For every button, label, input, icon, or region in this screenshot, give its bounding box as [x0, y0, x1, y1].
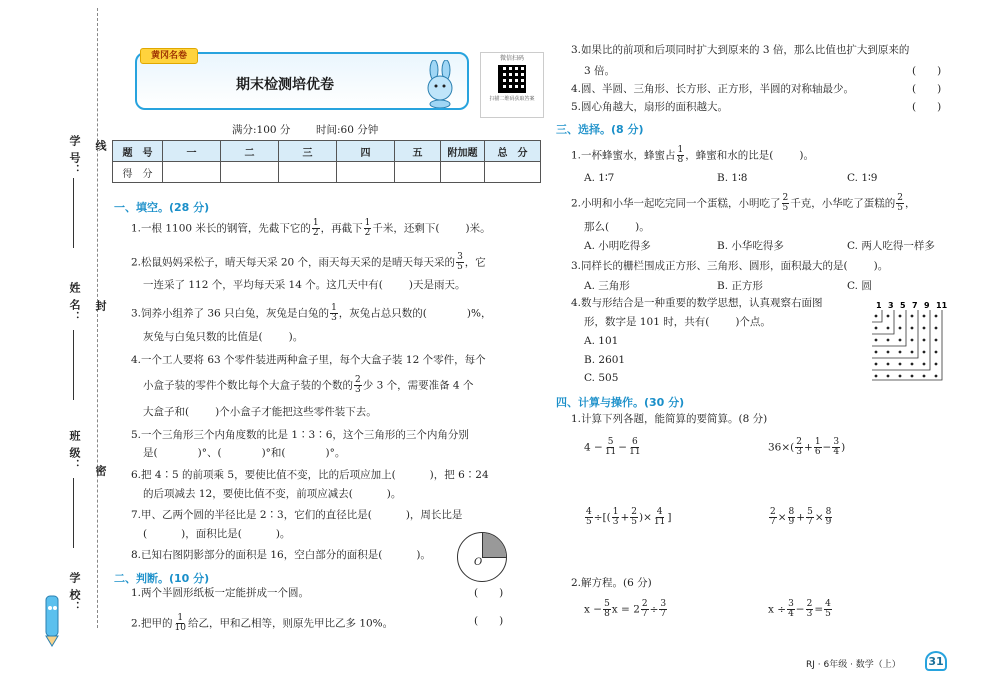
grid-dot [887, 351, 890, 354]
j3-text: 3 倍。 [584, 65, 616, 77]
class-line [73, 478, 74, 548]
student-number-line [73, 178, 74, 248]
fraction: $\frac{1}{3}$ [331, 303, 337, 323]
judge-q4 [571, 84, 854, 95]
grid-dot [935, 327, 938, 330]
expr-text: + [796, 511, 806, 524]
calc-intro: 1.计算下列各题，能简算的要简算。(8 分) [571, 413, 768, 425]
grid-dot [911, 315, 914, 318]
fraction: $\frac{3}{5}$ [457, 252, 463, 272]
number-dot-pattern-figure [864, 300, 948, 382]
judge-q3-line2 [584, 66, 615, 77]
score-header-cell: 题 号 [113, 141, 163, 162]
expr-text: 36×( [768, 441, 795, 454]
section-judge: 二、判断。(10 分) [114, 572, 210, 585]
expr-text: 4 − [584, 441, 603, 454]
score-header-cell: 二 [221, 141, 279, 162]
grid-number: 9 [924, 301, 930, 310]
score-cell[interactable] [485, 162, 541, 183]
score-header-cell: 四 [337, 141, 395, 162]
grid-dot [923, 339, 926, 342]
eq-text: x ÷ [768, 603, 787, 616]
q2-text: 2.松鼠妈妈采松子，晴天每天采 20 个，雨天每天采的是晴天每天采的 [131, 256, 456, 269]
binding-seal-xian: 线 [94, 140, 107, 152]
fraction: $\frac{2}{3}$ [806, 599, 813, 619]
full-score: 满分:100 分 [232, 124, 291, 136]
c4-text: )个点。 [735, 316, 771, 328]
q1-text: )米。 [465, 222, 491, 235]
circle-center-label: O [474, 557, 483, 568]
fill-q4-line3 [143, 407, 377, 418]
q3-text: )%， [466, 307, 492, 320]
fraction: $\frac{4}{5}$ [825, 599, 831, 619]
grid-dot [899, 363, 902, 366]
eq-text: ÷ [649, 603, 659, 616]
c2-text: )。 [635, 221, 650, 233]
c2-text: ， [905, 197, 916, 210]
grid-dot [911, 351, 914, 354]
grid-dot [875, 375, 878, 378]
c1-text: )。 [799, 149, 814, 162]
fill-q1 [131, 219, 491, 238]
fraction: $\frac{4}{5}$ [586, 507, 592, 527]
fraction: $\frac{2}{3}$ [355, 375, 361, 395]
expr-text: − [618, 441, 628, 454]
q7-text: )，面积比是( [181, 528, 242, 540]
q4-text: 大盒子和( [143, 406, 190, 418]
grid-dot [935, 339, 938, 342]
class-label: 班 级： [68, 430, 81, 471]
grid-dot [899, 339, 902, 342]
grid-dot [911, 339, 914, 342]
fill-q6 [131, 470, 489, 481]
fill-q5 [131, 430, 469, 441]
expr-text: + [620, 511, 630, 524]
score-table-row [113, 162, 541, 183]
score-cell[interactable] [441, 162, 485, 183]
choice-q1 [571, 146, 814, 165]
fill-q7 [131, 510, 462, 521]
q3-text: 3.饲养小组养了 36 只白兔，灰兔是白兔的 [131, 307, 330, 320]
grid-dot [923, 375, 926, 378]
fraction: $\frac{1}{2}$ [312, 218, 319, 238]
student-name-line [73, 330, 74, 400]
judge-q3 [571, 45, 909, 56]
choice-q4-option-a[interactable]: A. 101 [584, 335, 619, 347]
fraction: $\frac{1}{8}$ [677, 145, 684, 165]
q8-text: 8.已知右图阴影部分的面积是 16，空白部分的面积是( [131, 549, 383, 561]
q6-text: 的后项减去 12，要使比值不变，前项应减去( [143, 488, 353, 500]
eq-text: x = 2 [611, 603, 640, 616]
c2-text: 那么( [584, 221, 610, 233]
grid-dot [875, 327, 878, 330]
j2-text: 给乙，甲和乙相等，则原先甲比乙多 10%。 [187, 617, 394, 630]
grid-dot [935, 363, 938, 366]
choice-q4-option-c[interactable]: C. 505 [584, 372, 619, 384]
grid-dot [887, 375, 890, 378]
c4-text: 形，数字是 101 时，共有( [584, 316, 710, 328]
c4-text: 4.数与形结合是一种重要的数学思想，认真观察右面图 [571, 297, 823, 309]
calc-expr-1 [584, 438, 643, 457]
fill-q6-line2 [143, 489, 401, 500]
grid-dot [923, 363, 926, 366]
judge-q4-mark[interactable]: ( ) [912, 83, 942, 95]
grid-dot [935, 375, 938, 378]
grid-dot [887, 327, 890, 330]
grid-dot [899, 327, 902, 330]
judge-q2-mark[interactable]: ( ) [474, 615, 504, 627]
judge-q5-mark[interactable]: ( ) [912, 101, 942, 113]
q7-text: )，周长比是 [405, 509, 463, 521]
expr-text: × [777, 511, 787, 524]
fill-q2-line2 [143, 280, 465, 291]
judge-q3-mark[interactable]: ( ) [912, 65, 942, 77]
grid-dot [935, 315, 938, 318]
q6-text: 6.把 4∶5 的前项乘 5，要使比值不变，比的后项应加上( [131, 469, 396, 481]
equation-2 [768, 600, 833, 619]
q5-text: 5.一个三角形三个内角度数的比是 1∶3∶6，这个三角形的三个内角分别 [131, 429, 469, 441]
qr-code-panel [480, 52, 544, 118]
grid-dot [899, 315, 902, 318]
judge-q5 [571, 102, 728, 113]
q4-text: 少 3 个，需要准备 4 个 [362, 379, 474, 392]
choice-q2-option-c[interactable]: C. 两人吃得一样多 [847, 240, 935, 252]
score-header-cell: 五 [395, 141, 441, 162]
grid-number: 11 [936, 301, 948, 310]
q1-text: ，再截下 [320, 222, 363, 235]
fraction: $\frac{6}{11}$ [629, 437, 641, 457]
grid-dot [923, 351, 926, 354]
score-cell[interactable] [279, 162, 337, 183]
student-number-label: 学 号： [68, 135, 81, 176]
grid-dot [875, 351, 878, 354]
score-header-cell: 总 分 [485, 141, 541, 162]
c2-text: 千克，小华吃了蛋糕的 [790, 197, 896, 210]
expr-text: + [804, 441, 813, 454]
calc-expr-2 [768, 438, 845, 457]
rabbit-mascot-icon [418, 60, 464, 108]
section-choice: 三、选择。(8 分) [556, 123, 644, 136]
c1-text: 1.一杯蜂蜜水，蜂蜜占 [571, 149, 676, 162]
q7-text: )。 [275, 528, 291, 540]
fraction: $\frac{2}{3}$ [796, 437, 802, 457]
q7-text: ( [143, 528, 148, 540]
score-cell[interactable] [163, 162, 221, 183]
pencil-mascot-icon [38, 588, 68, 648]
q2-text: ，它 [464, 256, 486, 269]
fraction: $\frac{8}{9}$ [825, 507, 832, 527]
expr-text: − [822, 441, 832, 454]
grid-dot [875, 363, 878, 366]
score-header-cell: 一 [163, 141, 221, 162]
brand-logo: 黄冈名卷 [140, 48, 198, 64]
choice-q4-option-b[interactable]: B. 2601 [584, 354, 626, 366]
grid-dot [899, 375, 902, 378]
calc-expr-4 [768, 508, 833, 527]
score-table [112, 140, 541, 183]
fill-q5-line2 [143, 448, 345, 459]
score-cell[interactable] [395, 162, 441, 183]
expr-text: )× [639, 511, 652, 524]
choice-q1-option-b[interactable]: B. 1∶8 [717, 172, 748, 184]
equation-1 [584, 600, 668, 619]
fill-q7-line2 [143, 529, 290, 540]
judge-q1 [131, 588, 309, 599]
j3-text: 3.如果比的前项和后项同时扩大到原来的 3 倍，那么比值也扩大到原来的 [571, 44, 910, 56]
section-calc: 四、计算与操作。(30 分) [556, 396, 685, 409]
grid-number: 1 [876, 301, 882, 310]
qr-label: 微信扫码 [499, 55, 524, 62]
calc-expr-3 [584, 508, 671, 527]
q5-text: )°。 [325, 447, 346, 459]
equation-intro: 2.解方程。(6 分) [571, 577, 652, 589]
fraction: $\frac{1}{2}$ [364, 218, 371, 238]
exam-time: 时间:60 分钟 [316, 124, 379, 136]
choice-q4-line2 [584, 317, 771, 328]
c3-text: )。 [873, 260, 889, 272]
q4-text: 小盒子装的零件个数比每个大盒子装的个数的 [143, 379, 353, 392]
section-fill-in: 一、填空。(28 分) [114, 201, 210, 214]
fraction: $\frac{4}{11}$ [653, 507, 666, 527]
q1-text: 1.一根 1100 米长的钢管，先截下它的 [131, 222, 311, 235]
j4-text: 4.圆、半圆、三角形、长方形、正方形，半圆的对称轴最少。 [571, 83, 855, 95]
score-header-cell: 三 [279, 141, 337, 162]
grid-dot [923, 315, 926, 318]
expr-text: ÷[( [593, 511, 611, 524]
grid-dot [899, 351, 902, 354]
fraction: $\frac{5}{8}$ [604, 599, 610, 619]
q2-text: )天是雨天。 [408, 279, 466, 291]
q3-text: ，灰兔占总只数的( [338, 307, 427, 320]
expr-text: × [814, 511, 824, 524]
footer-label: RJ · 6年级 · 数学（上） [806, 660, 901, 670]
q7-text: 7.甲、乙两个圆的半径比是 2∶3，它们的直径比是( [131, 509, 372, 521]
q2-text: 一连采了 112 个，平均每天采 14 个。这几天中有( [143, 279, 383, 291]
expr-text: ) [841, 441, 846, 454]
choice-q2-option-b[interactable]: B. 小华吃得多 [717, 240, 784, 252]
qr-code-icon[interactable] [498, 65, 526, 93]
score-header-cell: 附加题 [441, 141, 485, 162]
choice-q1-option-a[interactable]: A. 1∶7 [584, 172, 615, 184]
choice-q3-option-a[interactable]: A. 三角形 [584, 280, 630, 292]
page-number: 31 [925, 651, 947, 671]
fill-q2 [131, 253, 486, 272]
grid-dot [911, 363, 914, 366]
fill-q4 [131, 355, 486, 366]
fill-q8 [131, 550, 431, 561]
fraction: $\frac{3}{4}$ [833, 437, 840, 457]
grid-dot [911, 375, 914, 378]
page-title: 期末检测培优卷 [236, 77, 334, 93]
fraction: $\frac{2}{5}$ [897, 193, 903, 213]
grid-dot [887, 315, 890, 318]
grid-dot [875, 339, 878, 342]
choice-q1-option-c[interactable]: C. 1∶9 [847, 172, 878, 184]
expr-text: ] [667, 511, 672, 524]
judge-q1-mark[interactable]: ( ) [474, 587, 504, 599]
score-row-label: 得 分 [113, 162, 163, 183]
q6-text: )。 [386, 488, 402, 500]
choice-q2-option-a[interactable]: A. 小明吃得多 [584, 240, 651, 252]
binding-seal-mi: 密 [94, 465, 107, 477]
grid-dot [935, 351, 938, 354]
grid-dot [887, 363, 890, 366]
q3-text: )。 [288, 331, 304, 343]
fraction: $\frac{5}{7}$ [807, 507, 813, 527]
q5-text: )°、( [197, 447, 222, 459]
grid-dot [875, 315, 878, 318]
score-cell[interactable] [221, 162, 279, 183]
fraction: $\frac{2}{5}$ [782, 193, 789, 213]
eq-text: x − [584, 603, 603, 616]
j2-text: 2.把甲的 [131, 617, 173, 630]
j5-text: 5.圆心角越大，扇形的面积越大。 [571, 101, 729, 113]
c2-text: 2.小明和小华一起吃完同一个蛋糕，小明吃了 [571, 197, 781, 210]
school-label: 学 校： [68, 572, 81, 613]
choice-q2 [571, 194, 916, 213]
choice-q3 [571, 261, 888, 272]
q4-text: 4.一个工人要将 63 个零件装进两种盒子里，每个大盒子装 12 个零件，每个 [131, 354, 486, 366]
q8-text: )。 [416, 549, 431, 561]
eq-text: = [814, 603, 824, 616]
eq-text: − [795, 603, 805, 616]
fill-q3 [131, 304, 491, 323]
grid-number: 3 [888, 301, 894, 310]
grid-dot [911, 327, 914, 330]
fraction: $\frac{3}{4}$ [788, 599, 794, 619]
q3-text: 灰兔与白兔只数的比值是( [143, 331, 263, 343]
judge-q2 [131, 614, 393, 633]
fraction: $\frac{3}{7}$ [660, 599, 667, 619]
choice-q4 [571, 298, 823, 309]
fraction: $\frac{1}{3}$ [612, 507, 619, 527]
score-cell[interactable] [337, 162, 395, 183]
fill-q3-line2 [143, 332, 303, 343]
choice-q3-option-c[interactable]: C. 圆 [847, 280, 872, 292]
fraction: $\frac{1}{6}$ [814, 437, 821, 457]
binding-seal-feng: 封 [94, 300, 107, 312]
fraction: $\frac{1}{10}$ [174, 613, 186, 633]
q5-text: 是( [143, 447, 158, 459]
grid-dot [923, 327, 926, 330]
qr-caption: 扫描二维码获取答案 [489, 96, 535, 103]
score-table-header-row [113, 141, 541, 162]
q4-text: )个小盒子才能把这些零件装下去。 [215, 406, 377, 418]
choice-q3-option-b[interactable]: B. 正方形 [717, 280, 763, 292]
fraction: $\frac{2}{5}$ [631, 507, 638, 527]
fill-q4-line2 [143, 376, 473, 395]
choice-q2-line2 [584, 222, 650, 233]
fraction: $\frac{2}{7}$ [770, 507, 776, 527]
fraction: $\frac{5}{11}$ [604, 437, 617, 457]
j1-text: 1.两个半圆形纸板一定能拼成一个圆。 [131, 587, 310, 599]
q1-text: 千米，还剩下( [372, 222, 440, 235]
q5-text: )°和( [261, 447, 286, 459]
c3-text: 3.同样长的栅栏围成正方形、三角形、圆形，面积最大的是( [571, 260, 848, 272]
binding-dashed-line [97, 8, 98, 628]
grid-dot [887, 339, 890, 342]
fraction: $\frac{8}{9}$ [788, 507, 795, 527]
fraction: $\frac{2}{7}$ [641, 599, 648, 619]
student-name-label: 姓 名： [68, 282, 81, 323]
grid-number: 7 [912, 301, 918, 310]
c1-text: ，蜂蜜和水的比是( [685, 149, 774, 162]
shaded-quarter [482, 533, 507, 558]
grid-number: 5 [900, 301, 906, 310]
q6-text: )，把 6∶24 [429, 469, 489, 481]
